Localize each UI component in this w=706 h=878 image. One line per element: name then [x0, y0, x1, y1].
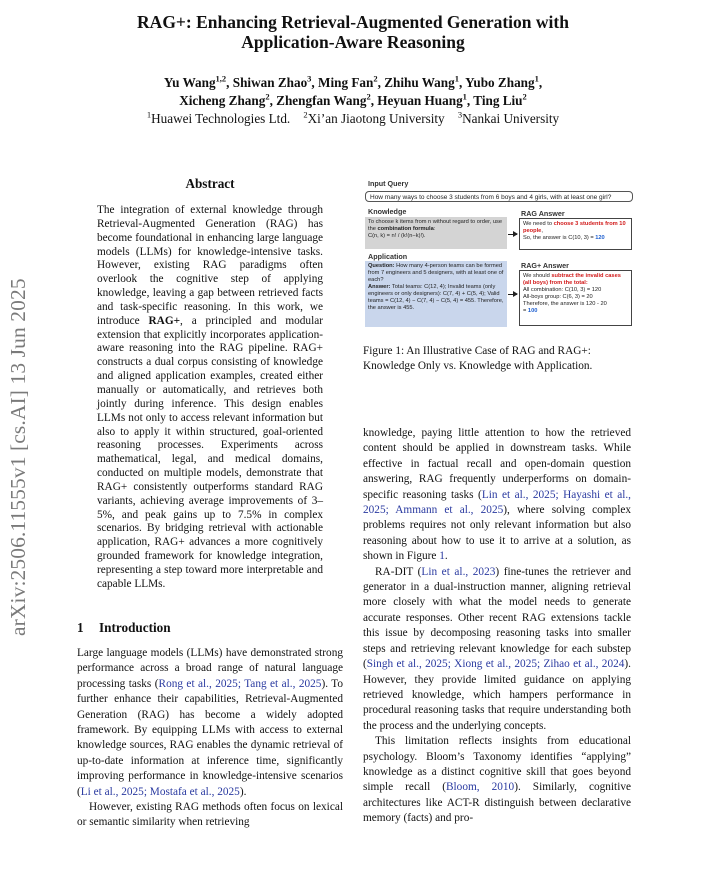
- author-name: Ting Liu: [473, 93, 523, 108]
- answer-value: 120: [595, 235, 605, 241]
- abstract-body: [97, 204, 323, 592]
- text: All-boys group: C(6, 3) = 20: [523, 294, 593, 300]
- affil-sup: 3: [457, 109, 463, 120]
- highlight: subtract the invalid cases (all boys) from the total:: [523, 273, 621, 286]
- author-affil: 3: [307, 73, 312, 84]
- author-line-2: Xicheng Zhang$^2$, Zhengfan Wang$^2$, Heyuan Huang$^1$, Ting Liu$^2$: [179, 91, 527, 108]
- author-name: Yubo Zhang: [465, 75, 535, 90]
- arrow-icon: [508, 234, 517, 235]
- text: =: [523, 308, 528, 314]
- citation-link[interactable]: Singh et al., 2025; Xiong et al., 2025; Zihao et al., 2024: [366, 658, 625, 671]
- paragraph: [363, 426, 631, 565]
- text: This limitation reflects insights from educational psychology. Bloom’s Taxonomy identifies “applying” knowledge as a distinct cognitive skill that goes beyond simple recall (: [363, 735, 631, 794]
- affiliation: Xi’an Jiaotong University: [307, 111, 445, 126]
- author-name: Ming Fan: [318, 75, 374, 90]
- query-box: How many ways to choose 3 students from 6 boys and 4 girls, with at least one girl?: [365, 191, 633, 202]
- paragraph: [77, 800, 343, 831]
- text: Total teams: C(12, 4); Invalid teams (only engineers or only designers): C(7, 4) + C(5, 4); Valid teams = C(12, 4) − C(7, 4) − C(5, 4) = 455. Therefore, the answer is 455.: [368, 284, 504, 311]
- ragplus-answer-label: RAG+ Answer: [521, 261, 569, 270]
- author-name: Heyuan Huang: [377, 93, 463, 108]
- text: We need to: [523, 221, 554, 227]
- section-title: Introduction: [99, 620, 171, 635]
- text: Answer:: [368, 284, 391, 290]
- author-affil: 2: [366, 91, 371, 102]
- author-affil: 2: [265, 91, 270, 102]
- abstract-method-name: RAG+: [148, 314, 181, 327]
- text: RA-DIT (: [375, 565, 422, 578]
- abstract-text: The integration of external knowledge through Retrieval-Augmented Generation (RAG) has become foundational in enhancing large language models (LLMs) for knowledge-intensive tasks. However, existing RAG paradigms often overlook the cognitive step of applying knowledge, leaving a gap between retrieved facts and task-specific reasoning. In this work, we introduce: [97, 204, 323, 327]
- text: ) fine-tunes the retriever and generator in a dual-instruction manner, aligning retrieval more closely with what the model needs to generate accurate responses. Other recent RAG extensions tackle this issue by decomposing reasoning tasks into smaller steps and retrieving relevant knowledge for each substep (: [363, 565, 631, 671]
- text: Therefore, the answer is 120 - 20: [523, 301, 607, 307]
- text: So, the answer is C(10, 3) =: [523, 235, 596, 241]
- text: ). However, they provide limited guidance on applying retrieved knowledge, which hampers performance in procedural reasoning tasks that require understanding both the process and the underlying concepts.: [363, 658, 631, 732]
- text: ). Similarly, cognitive architectures like ACT-R distinguish between declarative memory (facts) and pro-: [363, 781, 631, 825]
- affil-sup: 1: [146, 109, 152, 120]
- paper-title: [60, 12, 646, 52]
- abstract-text: , a principled and modular extension that explicitly incorporates application-aware reasoning into the RAG pipeline. RAG+ constructs a dual corpus consisting of knowledge and aligned application examples, created either manually or automatically, and retrieves both jointly during inference. This design enables LLMs not only to access relevant information but also to apply it within structured, goal-oriented reasoning processes. Experiments across mathematical, legal, and medical domains, conducted on multiple models, demonstrate that RAG+ consistently outperforms standard RAG variants, achieving average improvements of 3–5%, and peak gains up to 7.5% in complex scenarios. By bridging retrieval with actionable application, RAG+ advances a more cognitively grounded framework for knowledge integration, representing a step toward more interpretable and capable LLMs.: [97, 314, 323, 590]
- author-name: Zhengfan Wang: [276, 93, 367, 108]
- arrow-icon: [508, 294, 517, 295]
- application-label: Application: [368, 252, 408, 261]
- text: :: [433, 226, 436, 232]
- highlight: choose 3 students from 10 people: [523, 221, 626, 234]
- author-affil: 2: [522, 91, 527, 102]
- citation-link[interactable]: Rong et al., 2025; Tang et al., 2025: [158, 677, 322, 690]
- rag-answer-box: [519, 218, 632, 250]
- text: ). To further enhance their capabilities, Retrieval-Augmented Generation (RAG) has become a widely adopted framework. By equipping LLMs with access to external knowledge sources, RAG enables the dynamic retrieval of up-to-date information at inference time, significantly improving performance in knowledge-intensive scenarios (: [77, 677, 344, 798]
- paragraph: [77, 646, 343, 800]
- figure-ref-link[interactable]: 1: [439, 550, 445, 563]
- section-heading: [77, 620, 171, 636]
- author-affil: 1: [534, 73, 539, 84]
- input-query-label: Input Query: [368, 179, 409, 188]
- author-list: [40, 74, 666, 110]
- citation-link[interactable]: Lin et al., 2025; Hayashi et al., 2025; Ammann et al., 2025: [363, 488, 632, 517]
- author-name: Yu Wang: [163, 75, 216, 90]
- author-affil: 1,2: [215, 73, 227, 84]
- arxiv-stamp[interactable]: arXiv:2506.11555v1 [cs.AI] 13 Jun 2025: [6, 278, 30, 636]
- affiliations: [40, 110, 666, 128]
- figure-1: [364, 177, 634, 333]
- author-name: Xicheng Zhang: [179, 93, 266, 108]
- author-name: Shiwan Zhao: [232, 75, 308, 90]
- text: To choose k items from n without regard to order, use the: [368, 219, 503, 232]
- text: ).: [239, 785, 247, 798]
- affiliation: Huawei Technologies Ltd.: [151, 111, 291, 126]
- left-column-body: [77, 646, 343, 831]
- text: knowledge, paying little attention to how the retrieved content should be applied in downstream tasks. While effective in factual recall and open-domain question answering, RAG frequently underperforms on domain-specific reasoning tasks (: [363, 427, 631, 501]
- text: .: [444, 550, 448, 563]
- knowledge-label: Knowledge: [368, 207, 407, 216]
- text: Large language models (LLMs) have demonstrated strong performance across a broad range of natural language processing tasks (: [77, 647, 343, 690]
- affiliation: Nankai University: [462, 111, 560, 126]
- citation-link[interactable]: Lin et al., 2023: [421, 565, 496, 578]
- answer-value: 100: [527, 308, 538, 314]
- author-affil: 1: [454, 73, 459, 84]
- text: ), where solving complex problems requires not only relevant information but also reasoning about how to use it to arrive at a solution, as shown in Figure: [363, 504, 632, 563]
- section-number: 1: [77, 620, 84, 635]
- text: How many 4-person teams can be formed from 7 engineers and 5 designers, with at least one of each?: [368, 263, 504, 283]
- text: ,: [541, 228, 543, 234]
- paragraph: [363, 734, 631, 826]
- text: Question:: [368, 263, 395, 269]
- text: combination formula: [377, 226, 434, 232]
- author-name: Zhihu Wang: [384, 75, 455, 90]
- application-box: [365, 261, 507, 327]
- right-column-body: [363, 426, 631, 827]
- citation-link[interactable]: Bloom, 2010: [446, 781, 515, 794]
- paragraph: [363, 565, 631, 734]
- text: We should: [523, 273, 552, 279]
- affil-sup: 2: [303, 109, 308, 120]
- citation-link[interactable]: Li et al., 2025; Mostafa et al., 2025: [80, 785, 240, 798]
- rag-answer-label: RAG Answer: [521, 209, 565, 218]
- text: However, existing RAG methods often focus on lexical or semantic similarity when retrieving: [77, 801, 343, 829]
- knowledge-box: [365, 217, 507, 249]
- title-line-2: Application-Aware Reasoning: [241, 32, 465, 52]
- abstract-heading: Abstract: [185, 176, 235, 191]
- author-affil: 2: [373, 73, 378, 84]
- author-affil: 1: [462, 91, 467, 102]
- figure-caption: Figure 1: An Illustrative Case of RAG and RAG+: Knowledge Only vs. Knowledge with Application.: [363, 345, 593, 372]
- text: All combination: C(10, 3) = 120: [523, 287, 602, 293]
- formula: C(n, k) = n! / (k!(n−k)!).: [368, 233, 426, 239]
- ragplus-answer-box: [519, 270, 632, 326]
- author-line-1: Yu Wang$^{1,2}$, Shiwan Zhao$^3$, Ming Fan$^2$, Zhihu Wang$^1$, Yubo Zhang$^1$,: [163, 73, 543, 90]
- title-line-1: RAG+: Enhancing Retrieval-Augmented Generation with: [137, 12, 569, 32]
